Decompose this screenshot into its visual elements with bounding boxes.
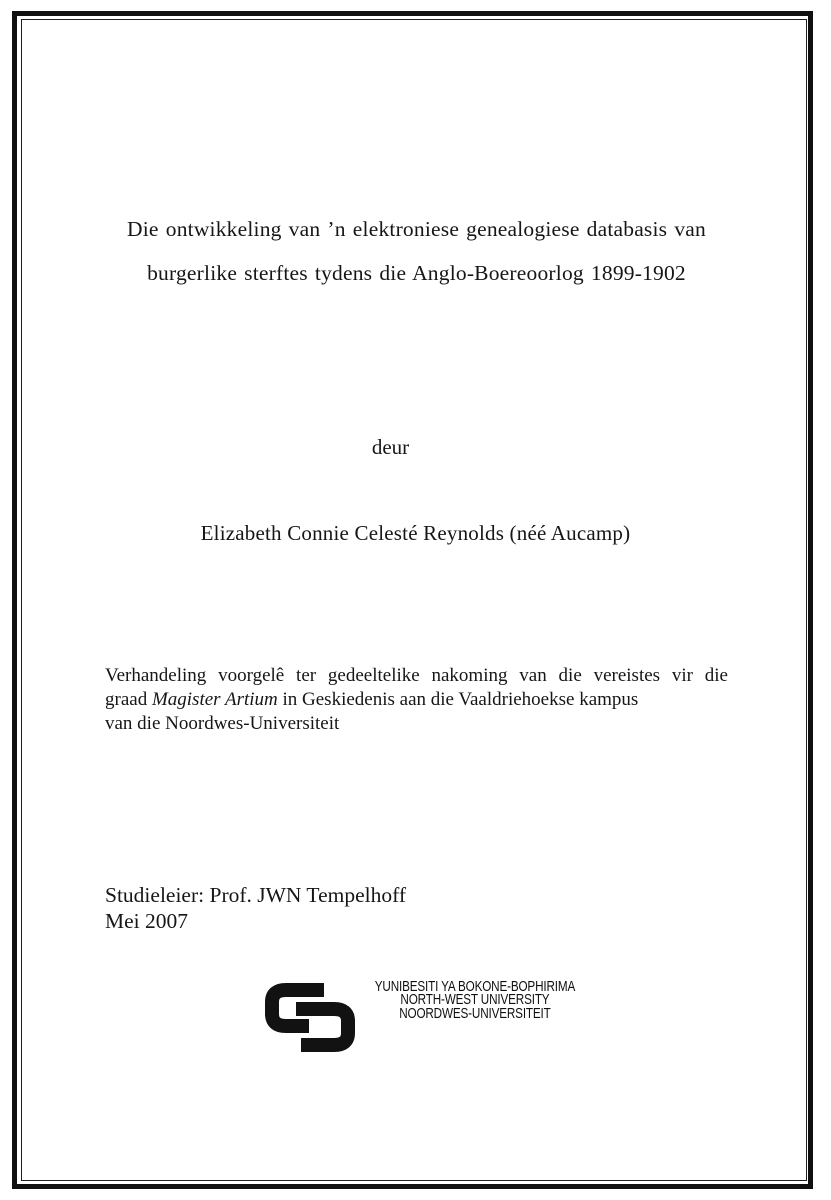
university-logo: [262, 978, 650, 1052]
submission-statement: [105, 664, 728, 736]
degree-name: Magister Artium: [151, 689, 278, 710]
thesis-title-line1: Die ontwikkeling van ’n elektroniese genealogiese databasis van: [127, 217, 706, 241]
thesis-title-line2: burgerlike sterftes tydens die Anglo-Boereoorlog 1899-1902: [147, 261, 686, 285]
thesis-title: [60, 207, 773, 295]
university-logo-text: [363, 980, 587, 1020]
submission-line2: [105, 688, 728, 712]
supervisor-line: Studieleier: Prof. JWN Tempelhoff: [105, 883, 407, 907]
submission-line3: van die Noordwes-Universiteit: [105, 713, 340, 734]
logo-line-setswana: YUNIBESITI YA BOKONE-BOPHIRIMA: [374, 978, 576, 995]
by-label: deur: [371, 435, 410, 459]
submission-line2-suffix: in Geskiedenis aan die Vaaldriehoekse kampus: [277, 689, 639, 710]
submission-line2-prefix: graad: [105, 689, 152, 710]
logo-line-afrikaans: NOORDWES-UNIVERSITEIT: [399, 1004, 551, 1022]
nwu-interlocking-links-icon: [262, 978, 358, 1052]
author-name: Elizabeth Connie Celesté Reynolds (néé Aucamp): [200, 521, 631, 545]
date-line: Mei 2007: [105, 909, 189, 933]
logo-line-english: NORTH-WEST UNIVERSITY: [400, 991, 550, 1009]
submission-line1: Verhandeling voorgelê ter gedeeltelike nakoming van die vereistes vir die: [105, 665, 728, 686]
